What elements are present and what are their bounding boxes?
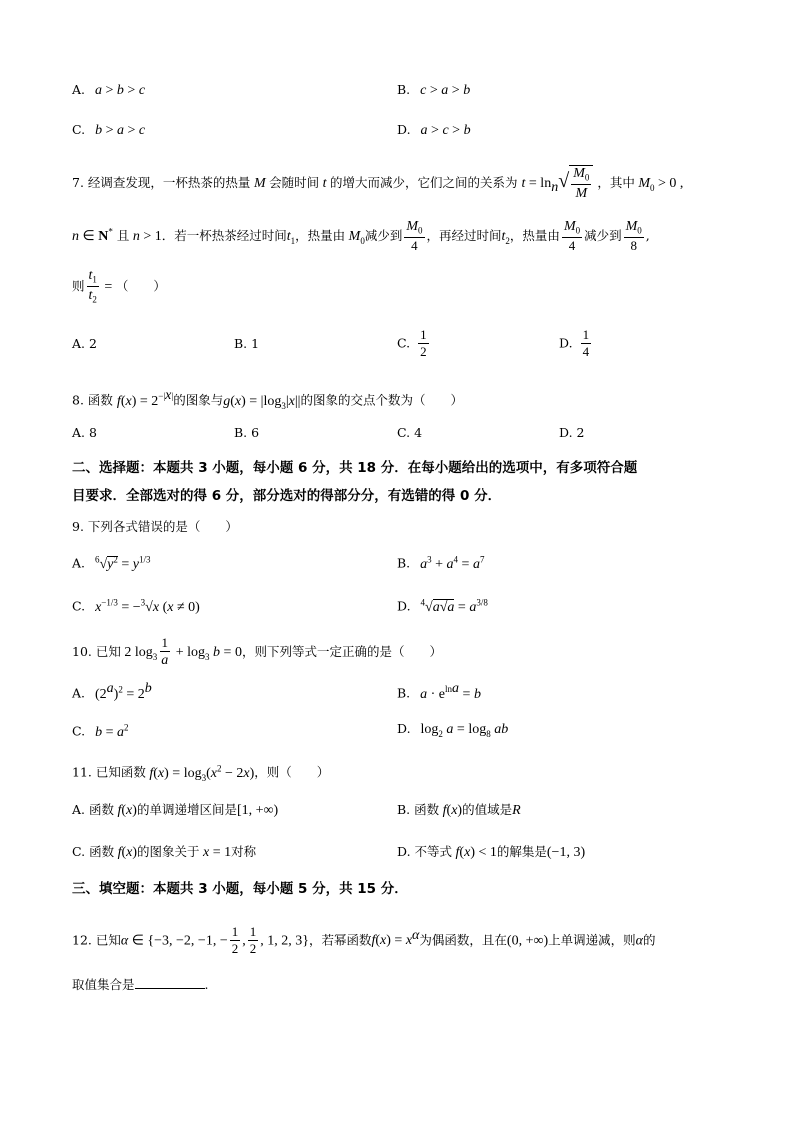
section2-instructions: 目要求．全部选对的得 6 分，部分选对的得部分分，有选错的得 0 分． bbox=[72, 488, 502, 504]
q12-stem: 12. 已知α ∈ {−3, −2, −1, − $\frac{1}{2}$ , $\frac{1}{2}$ , 1, 2, 3}，若幂函数$f(x) = x^\alpha$为偶函数，且在(0, +∞)上单调递减，则α的 bbox=[72, 924, 656, 957]
q7-line3: 则 $\frac{t_1}{t_2}$ = （ ） bbox=[72, 268, 166, 306]
q9-stem: 9. 下列各式错误的是（ ） bbox=[72, 519, 238, 534]
q6-option-c[interactable]: C. b > a > c bbox=[72, 122, 146, 138]
section2-heading: 二、选择题：本题共 3 小题，每小题 6 分，共 18 分．在每小题给出的选项中，有多项符合题 bbox=[72, 460, 638, 476]
q8-option-c[interactable]: C. 4 bbox=[397, 425, 423, 440]
q7-line2: n ∈ N* 且 n > 1．若一杯热茶经过时间$t_1$，热量由 $M_0$减少到 $\frac{M_0}{4}$ ，再经过时间$t_2$，热量由 $\frac{M_0}{4}$ 减少到 $\frac{M_0}{8}$ , bbox=[72, 219, 650, 254]
q11-option-c[interactable]: C. 函数 f(x)的图象关于 x = 1对称 bbox=[72, 844, 257, 860]
section3-heading: 三、填空题：本题共 3 小题，每小题 5 分，共 15 分． bbox=[72, 881, 408, 897]
q10-stem: 10. 已知 2 $\log_3$ $\frac{1}{a}$ + $\log_3 b = 0$，则下列等式一定正确的是（ ） bbox=[72, 635, 442, 669]
q10-option-a[interactable]: A. $(2^a)^2 = 2^b$ bbox=[72, 681, 152, 702]
answer-blank[interactable] bbox=[135, 978, 205, 989]
q11-option-d[interactable]: D. 不等式 f(x) < 1的解集是(−1, 3) bbox=[397, 844, 586, 860]
q11-option-a[interactable]: A. 函数 f(x)的单调递增区间是[1, +∞) bbox=[72, 802, 279, 818]
q11-stem: 11. 已知函数 $f(x) = \log_3(x^2 - 2x)$，则（ ） bbox=[72, 763, 330, 783]
q10-option-d[interactable]: D. $\log_2 a = \log_8$ ab bbox=[397, 721, 509, 739]
q9-option-a[interactable]: A. $^6√y^2 = y^{1/3}$ bbox=[72, 554, 151, 572]
q6-option-d[interactable]: D. a > c > b bbox=[397, 122, 471, 138]
q12-line2: 取值集合是 . bbox=[72, 977, 209, 992]
q9-option-c[interactable]: C. $x^{-1/3} = -^3√x$ (x ≠ 0) bbox=[72, 597, 200, 615]
q7-option-b[interactable]: B. 1 bbox=[234, 336, 260, 351]
q8-option-b[interactable]: B. 6 bbox=[234, 425, 260, 440]
q7-line1: 7. 经调查发现，一杯热茶的热量 M 会随时间 t 的增大而减少，它们之间的关系为 $t = \ln_n√$ $\frac{M_0}{M}$ ，其中 $M_0 > 0$ , bbox=[72, 166, 684, 202]
q8-option-a[interactable]: A. 8 bbox=[72, 425, 97, 440]
q9-option-b[interactable]: B. $a^3 + a^4 = a^7$ bbox=[397, 554, 485, 572]
q8-option-d[interactable]: D. 2 bbox=[559, 425, 585, 440]
q10-option-c[interactable]: C. $b = a^2$ bbox=[72, 722, 129, 740]
q7-option-d[interactable]: D. $\frac{1}{4}$ bbox=[559, 327, 590, 360]
q8-stem: 8. 函数 $f(x) = 2^{-|x|}$的图象与$g(x) = |\log_3|x||$的图象的交点个数为（ ） bbox=[72, 388, 463, 411]
q7-option-c[interactable]: C. $\frac{1}{2}$ bbox=[397, 327, 427, 360]
q11-option-b[interactable]: B. 函数 f(x)的值域是R bbox=[397, 802, 521, 818]
q6-option-a[interactable]: A. a > b > c bbox=[72, 82, 146, 98]
q10-option-b[interactable]: B. $a \cdot e^{lna} = b$ bbox=[397, 681, 481, 702]
q7-option-a[interactable]: A. 2 bbox=[72, 336, 97, 351]
q6-option-b[interactable]: B. c > a > b bbox=[397, 82, 471, 98]
q9-option-d[interactable]: D. $^4√a√a = a^{3/8}$ bbox=[397, 597, 488, 615]
